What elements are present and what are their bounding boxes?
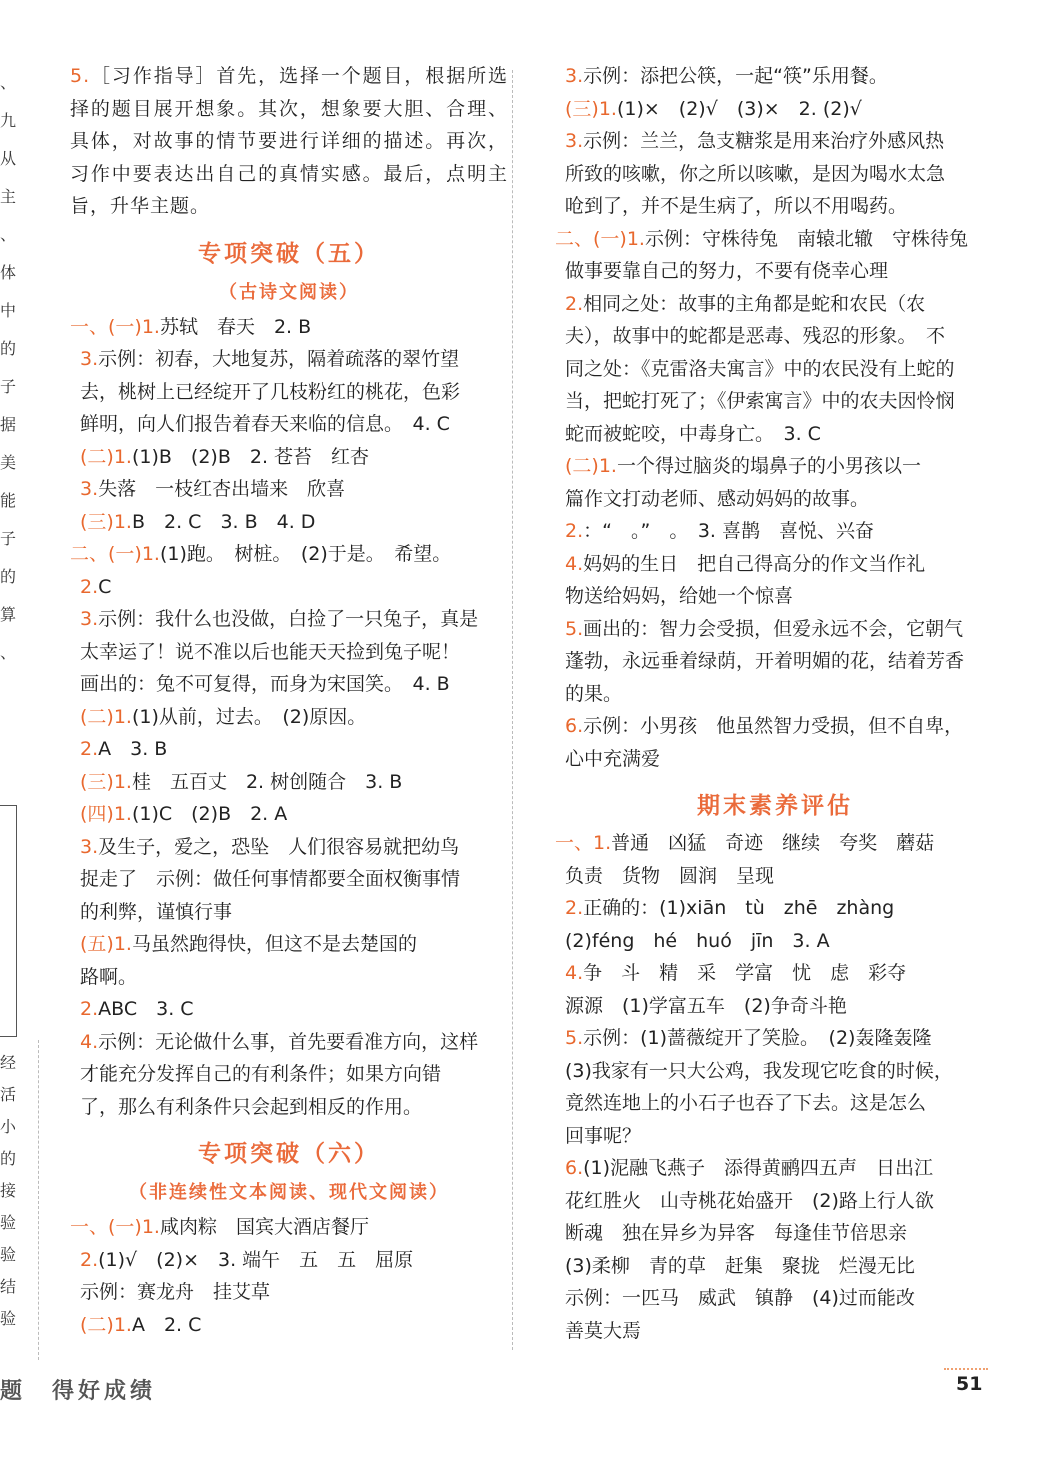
answer-line xyxy=(70,863,508,896)
margin-char: 、 xyxy=(0,225,17,244)
answer-text: A 3. B xyxy=(98,738,168,760)
item-number: 3. xyxy=(80,478,99,500)
section-subheading: （古诗文阅读） xyxy=(219,281,359,303)
answer-text: (1)泥融飞燕子 添得黄鹂四五声 日出江 xyxy=(583,1157,934,1179)
answer-line xyxy=(555,1120,995,1153)
answer-line xyxy=(70,441,508,474)
answer-text: 蓬勃，永远垂着绿荫，开着明媚的花，结着芳香 xyxy=(565,650,965,672)
answer-text: 桂 五百丈 2. 树创随合 3. B xyxy=(131,770,403,793)
answer-text: (3)柔柳 青的草 赶集 聚拢 烂漫无比 xyxy=(565,1254,915,1277)
answer-text: 去，桃树上已经绽开了几枝粉红的桃花，色彩 xyxy=(80,380,461,403)
answer-text: 夫），故事中的蛇都是恶毒、残忍的形象。 不 xyxy=(565,325,946,347)
answer-line xyxy=(555,418,995,451)
answer-text: 咸肉粽 国宾大酒店餐厅 xyxy=(159,1216,369,1238)
margin-char: 据 xyxy=(0,415,17,434)
item-number: 2. xyxy=(80,1248,99,1271)
item-number: 3. xyxy=(80,348,99,370)
answer-line xyxy=(555,860,995,893)
answer-text: (2)féng hé huó jīn 3. A xyxy=(565,929,830,952)
section-heading: 专项突破（五） xyxy=(198,240,380,267)
answer-line xyxy=(555,827,995,860)
right-answer-column xyxy=(555,60,995,1347)
answer-text: 示例：兰兰，急支糖浆是用来治疗外感风热 xyxy=(583,130,945,152)
answer-line xyxy=(555,925,995,958)
answer-line xyxy=(555,892,995,925)
margin-char: 子 xyxy=(0,377,17,396)
item-number: 2. xyxy=(80,575,99,598)
item-number: (二)1. xyxy=(80,445,132,468)
answer-line xyxy=(555,957,995,990)
margin-char: 活 xyxy=(0,1085,17,1104)
item-number: 一、1. xyxy=(555,832,612,854)
item-number: (五)1. xyxy=(80,933,132,955)
answer-text: 花红胜火 山寺桃花始盛开 (2)路上行人欲 xyxy=(565,1189,934,1212)
answer-text: 示例：(1)蔷薇绽开了笑脸。 (2)轰隆轰隆 xyxy=(583,1027,932,1049)
item-number: 4. xyxy=(565,962,584,984)
answer-line xyxy=(555,990,995,1023)
answer-line xyxy=(70,343,508,376)
answer-line xyxy=(70,603,508,636)
answer-line xyxy=(70,506,508,539)
answer-text: 示例：我什么也没做，白捡了一只兔子，真是 xyxy=(98,608,479,630)
answer-text: 妈妈的生日 把自己得高分的作文当作礼 xyxy=(583,552,926,575)
answer-line xyxy=(70,1276,508,1309)
answer-line xyxy=(555,255,995,288)
margin-char: 美 xyxy=(0,453,17,472)
answer-line xyxy=(555,1185,995,1218)
item-number: 5. xyxy=(565,1027,584,1049)
item-number: (二)1. xyxy=(80,1313,132,1336)
answer-text: ［习作指导］首先，选择一个题目，根据所选择的题目展开想象。其次，想象要大胆、合理、具体，对故事的情节要进行详细的描述。再次，习作中要表达出自己的真情实感。最后，点明主旨，升华主题。 xyxy=(70,65,508,217)
answer-line xyxy=(555,515,995,548)
answer-line xyxy=(555,288,995,321)
item-number: 2. xyxy=(565,292,584,315)
answer-line xyxy=(555,548,995,581)
margin-char: 算 xyxy=(0,605,17,624)
answer-text: 回事呢？ xyxy=(565,1124,642,1147)
answer-line xyxy=(555,385,995,418)
answer-text: 源源 (1)学富五车 (2)争奇斗艳 xyxy=(565,994,847,1017)
answer-line xyxy=(555,1055,995,1088)
answer-text: (1)跑。 树桩。 (2)于是。 希望。 xyxy=(159,543,452,565)
answer-line xyxy=(555,353,995,386)
answer-text: 马虽然跑得快，但这不是去楚国的 xyxy=(131,933,417,955)
answer-text: 示例：赛龙舟 挂艾草 xyxy=(80,1281,271,1303)
answer-line xyxy=(555,613,995,646)
margin-box-frame xyxy=(0,805,17,1037)
item-number: (四)1. xyxy=(80,803,132,825)
answer-text: 示例：一匹马 威武 镇静 (4)过而能改 xyxy=(565,1287,915,1309)
item-number: 一、(一)1. xyxy=(70,315,160,338)
margin-char: 的 xyxy=(0,567,17,586)
answer-line xyxy=(555,1315,995,1348)
section-gap xyxy=(70,223,508,233)
answer-line xyxy=(555,320,995,353)
section-heading: 专项突破（六） xyxy=(198,1141,380,1167)
item-number: 2. xyxy=(565,520,584,542)
item-number: 2. xyxy=(80,998,99,1020)
answer-text: 竟然连地上的小石子也吞了下去。这是怎么 xyxy=(565,1092,927,1114)
margin-char: 、 xyxy=(0,73,17,92)
answer-text: 心中充满爱 xyxy=(565,747,661,770)
answer-text: 一个得过脑炎的塌鼻子的小男孩以一 xyxy=(616,455,921,477)
answer-text: 才能充分发挥自己的有利条件；如果方向错 xyxy=(80,1063,442,1085)
item-number: 6. xyxy=(565,715,584,737)
answer-line xyxy=(555,743,995,776)
answer-line xyxy=(70,831,508,864)
answer-line xyxy=(70,60,508,223)
answer-line xyxy=(555,223,995,256)
answer-line xyxy=(70,1309,508,1342)
answer-line xyxy=(555,1022,995,1055)
item-number: 5. xyxy=(70,65,91,87)
answer-text: (1)× (2)√ (3)× 2. (2)√ xyxy=(616,97,862,120)
margin-char: 九 xyxy=(0,111,17,130)
answer-line xyxy=(555,1152,995,1185)
answer-line xyxy=(70,733,508,766)
answer-text: 正确的：(1)xiān tù zhē zhàng xyxy=(583,897,895,919)
answer-text: 捉走了 示例：做任何事情都要全面权衡事情 xyxy=(80,868,461,890)
answer-text: 示例：添把公筷，一起“筷”乐用餐。 xyxy=(583,65,888,87)
answer-text: 太幸运了！说不准以后也能天天捡到兔子呢！ xyxy=(80,640,461,663)
item-number: 2. xyxy=(565,897,584,919)
answer-text: C xyxy=(98,575,112,598)
answer-text: 路啊。 xyxy=(80,965,138,988)
answer-text: 示例：初春，大地复苏，隔着疏落的翠竹望 xyxy=(98,348,460,370)
answer-text: 相同之处：故事的主角都是蛇和农民（农 xyxy=(583,292,926,315)
answer-line xyxy=(70,896,508,929)
margin-char: 、 xyxy=(0,643,17,662)
section-subheading: （非连续性文本阅读、现代文阅读） xyxy=(129,1182,449,1203)
answer-text: (1)√ (2)× 3. 端午 五 五 屈原 xyxy=(98,1248,414,1271)
column-divider xyxy=(512,70,513,1350)
item-number: 5. xyxy=(565,617,584,640)
answer-line xyxy=(555,158,995,191)
margin-char: 子 xyxy=(0,529,17,548)
page-number: 51 xyxy=(956,1373,983,1395)
item-number: 二、(一)1. xyxy=(70,543,160,565)
answer-text: (3)我家有一只大公鸡，我发现它吃食的时候， xyxy=(565,1059,953,1082)
margin-char: 的 xyxy=(0,339,17,358)
answer-text: 示例：小男孩 他虽然智力受损，但不自卑， xyxy=(583,715,964,737)
answer-line xyxy=(555,1282,995,1315)
answer-text: 的果。 xyxy=(565,682,623,705)
answer-line xyxy=(555,60,995,93)
answer-text: 画出的：兔不可复得，而身为宋国笑。 4. B xyxy=(80,673,450,695)
margin-char: 经 xyxy=(0,1053,17,1072)
answer-line xyxy=(555,190,995,223)
margin-char: 体 xyxy=(0,263,17,282)
answer-text: 善莫大焉 xyxy=(565,1319,642,1342)
margin-char: 验 xyxy=(0,1213,17,1232)
answer-text: A 2. C xyxy=(131,1313,202,1336)
answer-text: 物送给妈妈，给她一个惊喜 xyxy=(565,585,794,607)
margin-char: 接 xyxy=(0,1181,17,1200)
item-number: (三)1. xyxy=(80,510,132,533)
footer-slogan: 题 得好成绩 xyxy=(0,1378,157,1404)
margin-char: 中 xyxy=(0,301,17,320)
answer-line xyxy=(70,636,508,669)
answer-text: 篇作文打动老师、感动妈妈的故事。 xyxy=(565,487,870,510)
answer-line xyxy=(555,645,995,678)
answer-line xyxy=(70,1026,508,1059)
margin-char: 主 xyxy=(0,187,17,206)
answer-line xyxy=(70,408,508,441)
answer-line xyxy=(70,928,508,961)
answer-text: 同之处：《克雷洛夫寓言》中的农民没有上蛇的 xyxy=(565,357,955,380)
answer-text: 失落 一枝红杏出墙来 欣喜 xyxy=(98,478,346,500)
answer-text: 普通 凶猛 奇迹 继续 夸奖 蘑菇 xyxy=(611,832,935,854)
margin-char: 验 xyxy=(0,1245,17,1264)
answer-line xyxy=(70,1091,508,1124)
answer-text: 示例：无论做什么事，首先要看准方向，这样 xyxy=(98,1030,479,1053)
margin-char: 验 xyxy=(0,1309,17,1328)
answer-line xyxy=(555,710,995,743)
answer-text: 争 斗 精 采 学富 忧 虑 彩夺 xyxy=(583,962,907,984)
answer-text: 断魂 独在异乡为异客 每逢佳节倍思亲 xyxy=(565,1222,908,1244)
answer-line xyxy=(70,538,508,571)
answer-line xyxy=(70,1211,508,1244)
answer-line xyxy=(70,766,508,799)
answer-line xyxy=(555,1087,995,1120)
section-gap xyxy=(555,775,995,785)
item-number: (三)1. xyxy=(565,97,617,120)
answer-line xyxy=(555,1217,995,1250)
answer-line xyxy=(70,798,508,831)
item-number: 4. xyxy=(565,552,584,575)
item-number: (二)1. xyxy=(565,455,617,477)
answer-text: 做事要靠自己的努力，不要有侥幸心理 xyxy=(565,260,889,282)
item-number: 3. xyxy=(80,608,99,630)
answer-line xyxy=(70,376,508,409)
answer-text: ABC 3. C xyxy=(98,998,194,1020)
answer-line xyxy=(555,1250,995,1283)
margin-char: 从 xyxy=(0,149,17,168)
answer-line xyxy=(70,571,508,604)
answer-text: 苏轼 春天 2. B xyxy=(159,315,312,338)
item-number: 3. xyxy=(565,130,584,152)
answer-text: (1)B (2)B 2. 苍苔 红杏 xyxy=(131,445,370,468)
answer-text: 画出的：智力会受损，但爱永远不会，它朝气 xyxy=(583,617,964,640)
item-number: 二、(一)1. xyxy=(555,227,645,250)
left-answer-column xyxy=(70,60,508,1341)
answer-text: 示例：守株待兔 南辕北辙 守株待兔 xyxy=(644,227,968,250)
answer-text: 及生子，爱之，恐坠 人们很容易就把幼鸟 xyxy=(98,835,460,858)
answer-text: (1)C (2)B 2. A xyxy=(131,803,288,825)
answer-line xyxy=(555,678,995,711)
answer-text: 蛇而被蛇咬，中毒身亡。 3. C xyxy=(565,422,821,445)
answer-text: 当，把蛇打死了；《伊索寓言》中的农夫因怜悯 xyxy=(565,390,955,412)
answer-text: 鲜明，向人们报告着春天来临的信息。 4. C xyxy=(80,413,450,435)
item-number: (二)1. xyxy=(80,705,132,728)
answer-line xyxy=(555,125,995,158)
answer-line xyxy=(555,580,995,613)
answer-line xyxy=(555,483,995,516)
answer-text: 了，那么有利条件只会起到相反的作用。 xyxy=(80,1095,423,1118)
item-number: 3. xyxy=(565,65,584,87)
section-heading: 期末素养评估 xyxy=(697,793,853,819)
answer-line xyxy=(555,93,995,126)
margin-char: 小 xyxy=(0,1117,17,1136)
answer-line xyxy=(70,993,508,1026)
answer-line xyxy=(70,701,508,734)
item-number: 3. xyxy=(80,835,99,858)
margin-char: 的 xyxy=(0,1149,17,1168)
answer-line xyxy=(70,473,508,506)
item-number: 2. xyxy=(80,738,99,760)
item-number: 4. xyxy=(80,1030,99,1053)
answer-line xyxy=(70,1058,508,1091)
margin-char: 能 xyxy=(0,491,17,510)
item-number: 6. xyxy=(565,1157,584,1179)
answer-text: 的利弊，谨慎行事 xyxy=(80,900,233,923)
answer-line xyxy=(555,450,995,483)
margin-char: 结 xyxy=(0,1277,17,1296)
answer-line xyxy=(70,1244,508,1277)
answer-line xyxy=(70,961,508,994)
section-gap xyxy=(70,1123,508,1133)
answer-text: 负责 货物 圆润 呈现 xyxy=(565,864,775,887)
answer-text: B 2. C 3. B 4. D xyxy=(131,510,316,533)
item-number: (三)1. xyxy=(80,770,132,793)
answer-text: 所致的咳嗽，你之所以咳嗽，是因为喝水太急 xyxy=(565,162,946,185)
answer-line xyxy=(70,311,508,344)
answer-line xyxy=(70,668,508,701)
answer-text: 呛到了，并不是生病了，所以不用喝药。 xyxy=(565,195,908,217)
answer-text: (1)从前，过去。 (2)原因。 xyxy=(131,705,367,728)
answer-text: ：“ 。” 。 3. 喜鹊 喜悦、兴奋 xyxy=(583,520,874,542)
item-number: 一、(一)1. xyxy=(70,1216,160,1238)
margin-divider xyxy=(38,1040,39,1360)
